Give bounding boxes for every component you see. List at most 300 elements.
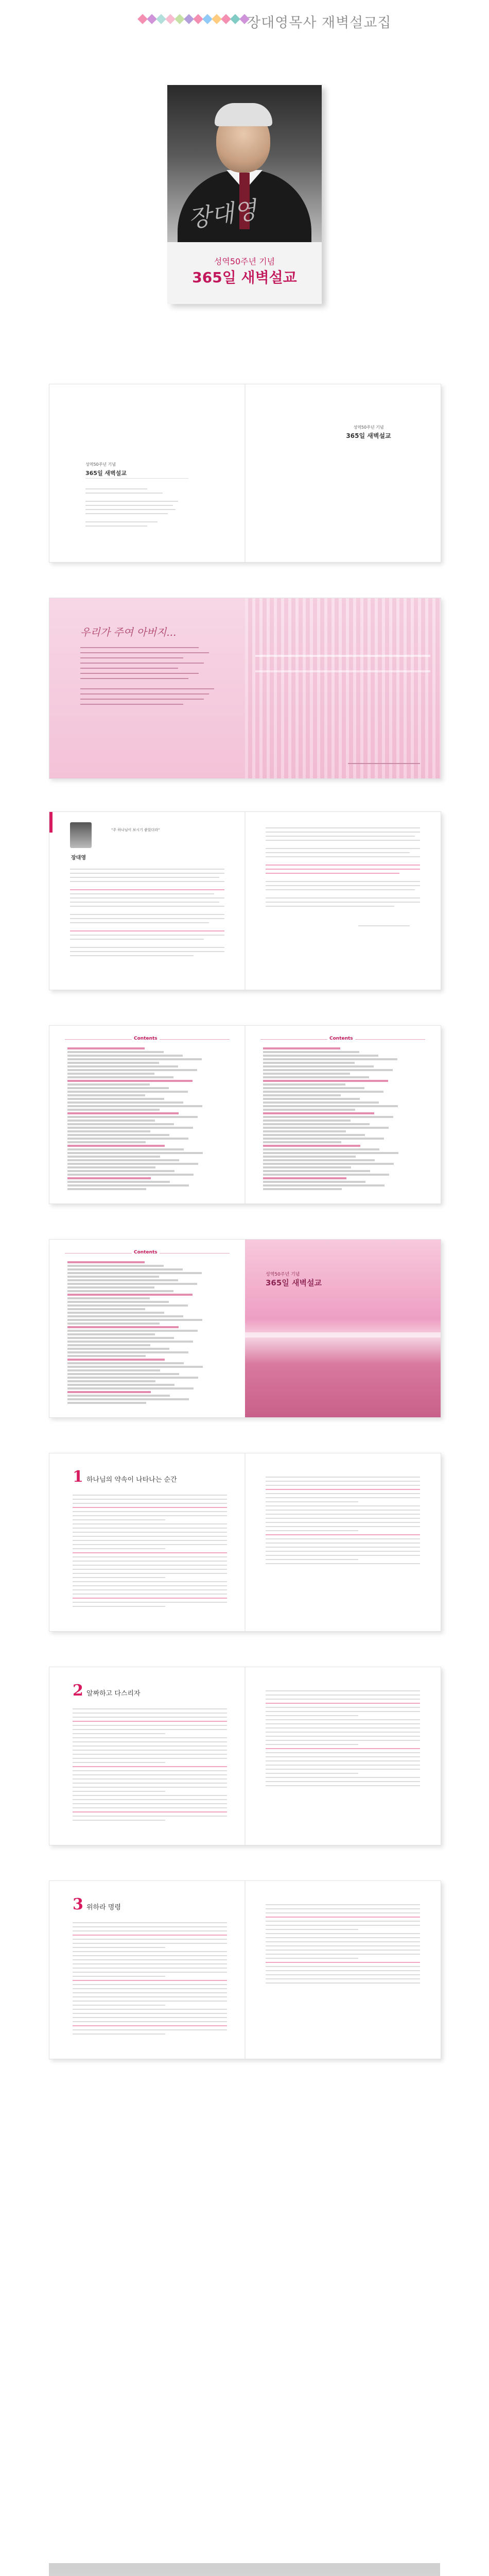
toc-entry-line: [67, 1174, 194, 1176]
toc-entry-line: [263, 1073, 350, 1075]
author-quote: "주 하나님이 보시기 좋았더라": [111, 828, 160, 832]
text-line: [73, 1984, 227, 1985]
text-line: [70, 877, 219, 878]
text-line: [73, 1774, 227, 1775]
text-line: [266, 1703, 420, 1704]
toc-entry-line: [67, 1351, 188, 1353]
toc-entry-line: [67, 1105, 202, 1107]
toc-entry-line: [67, 1051, 164, 1053]
text-line: [266, 1752, 420, 1753]
title-page-heading: [317, 425, 420, 440]
text-line: [266, 1937, 420, 1938]
text-line: [266, 1530, 358, 1531]
toc-entry-line: [67, 1087, 169, 1089]
text-line: [73, 1791, 165, 1792]
diamond-decoration: [165, 14, 176, 24]
toc-entry-line: [263, 1083, 345, 1086]
text-line: [266, 1748, 420, 1749]
text-line: [73, 1594, 227, 1595]
diamond-decoration: [137, 14, 148, 24]
text-line: [73, 1708, 227, 1709]
text-line: [73, 1717, 227, 1718]
text-line: [80, 652, 209, 653]
text-line: [73, 1544, 227, 1545]
text-line: [266, 1785, 420, 1786]
toc-entry-line: [67, 1138, 188, 1140]
text-line: [358, 925, 410, 926]
text-line: [73, 1996, 227, 1997]
toc-entry-line: [67, 1265, 164, 1267]
cover-subtitle: 성역50주년 기념: [214, 257, 275, 266]
text-line: [73, 1552, 227, 1553]
toc-entry-line: [263, 1101, 379, 1104]
horizon-glow: [245, 1332, 441, 1337]
text-line: [73, 1959, 227, 1960]
divider-subtitle: 성역50주년 기념: [266, 1272, 300, 1277]
hair-shape: [215, 103, 272, 126]
chapter-title: 알짜하고 다스리자: [86, 1690, 141, 1698]
toc-entry-line: [263, 1065, 374, 1067]
text-line: [80, 657, 183, 658]
text-line: [73, 1787, 227, 1788]
text-line: [73, 1754, 227, 1755]
spread-title-page: [49, 384, 441, 563]
toc-entry-line: [67, 1344, 150, 1346]
text-line: [266, 1719, 420, 1720]
text-line: [85, 488, 147, 489]
page-title: 장대영목사 재벽설교집: [247, 15, 392, 31]
text-line: [266, 1736, 420, 1737]
text-line: [266, 1707, 420, 1708]
text-line: [73, 1511, 227, 1512]
toc-entry-line: [67, 1283, 197, 1285]
text-line: [266, 1921, 420, 1922]
text-line: [73, 2033, 165, 2035]
text-line: [73, 1972, 227, 1973]
text-line: [73, 1968, 227, 1969]
toc-entry-line: [67, 1080, 193, 1082]
toc-entry-line: [67, 1152, 203, 1154]
sunset-photo: [245, 1240, 441, 1417]
toc-heading-left: Contents: [132, 1036, 160, 1041]
toc-entry-line: [67, 1330, 198, 1332]
text-line: [266, 1489, 420, 1490]
toc-entry-line: [263, 1058, 397, 1060]
toc-entry-line: [67, 1058, 202, 1060]
text-line: [73, 2021, 227, 2022]
toc-entry-line: [67, 1333, 155, 1335]
text-line: [73, 1799, 227, 1800]
text-line: [73, 1556, 227, 1557]
text-line: [73, 1503, 227, 1504]
toc-entry-line: [67, 1098, 164, 1100]
text-line: [73, 1976, 165, 1977]
chapter-number: 2: [73, 1682, 83, 1700]
toc-entry-line: [67, 1109, 160, 1111]
text-line: [266, 1929, 358, 1930]
toc-entry-line: [67, 1398, 189, 1400]
text-line: [80, 693, 209, 694]
toc-entry-line: [67, 1062, 159, 1064]
text-line: [73, 1565, 227, 1566]
toc-entry-line: [67, 1348, 169, 1350]
text-line: [73, 1811, 227, 1812]
toc-entry-line: [263, 1166, 351, 1168]
toc-entry-line: [67, 1181, 170, 1183]
text-line: [73, 1507, 227, 1508]
text-line: [266, 1522, 420, 1523]
toc-entry-line: [67, 1148, 184, 1150]
text-line: [73, 1602, 227, 1603]
text-line: [266, 1744, 358, 1745]
text-line: [73, 1980, 227, 1981]
toc-entry-line: [67, 1276, 159, 1278]
toc-entry-line: [67, 1373, 179, 1375]
text-line: [266, 1765, 420, 1766]
decorative-diamonds: [139, 15, 248, 23]
text-line: [85, 526, 147, 527]
text-line: [266, 906, 394, 907]
text-line: [73, 1762, 165, 1763]
pink-tab: [49, 812, 53, 833]
text-line: [73, 2005, 165, 2006]
toc-entry-line: [67, 1094, 145, 1096]
text-line: [73, 2001, 227, 2002]
text-line: [266, 1933, 420, 1934]
text-line: [73, 1495, 227, 1496]
toc-entry-line: [263, 1184, 385, 1187]
toc-entry-line: [67, 1341, 193, 1343]
text-line: [70, 939, 204, 940]
toc-entry-line: [67, 1268, 183, 1270]
imprint-block: [85, 462, 199, 477]
text-line: [73, 1519, 165, 1520]
toc-entry-line: [263, 1062, 355, 1064]
text-line: [266, 1970, 420, 1971]
toc-entry-line: [67, 1083, 150, 1086]
text-line: [266, 1740, 420, 1741]
text-line: [266, 1756, 420, 1757]
text-line: [73, 1528, 227, 1529]
diamond-decoration: [193, 14, 203, 24]
text-line: [266, 1908, 420, 1909]
toc-entry-line: [67, 1047, 145, 1049]
toc-entry-line: [67, 1304, 188, 1307]
text-line: [70, 955, 194, 956]
toc-entry-line: [263, 1130, 346, 1132]
text-line: [266, 1941, 420, 1942]
toc-entry-line: [67, 1065, 178, 1067]
toc-entry-line: [67, 1170, 174, 1172]
imprint-title: 365일 새벽설교: [85, 470, 127, 477]
toc-entry-line: [263, 1152, 398, 1154]
text-line: [266, 1727, 420, 1728]
toc-entry-line: [263, 1047, 340, 1049]
text-line: [85, 501, 178, 502]
toc-entry-line: [67, 1120, 155, 1122]
text-line: [266, 856, 420, 857]
text-line: [73, 1745, 227, 1747]
text-line: [73, 1947, 165, 1948]
text-line: [73, 2013, 227, 2014]
toc-entry-line: [263, 1120, 351, 1122]
toc-entry-line: [67, 1123, 174, 1125]
diamond-decoration: [147, 14, 157, 24]
toc-entry-line: [263, 1109, 355, 1111]
toc-entry-line: [67, 1286, 154, 1289]
text-line: [73, 1741, 227, 1742]
toc-entry-line: [67, 1112, 179, 1114]
text-line: [73, 1992, 227, 1993]
toc-entry-line: [263, 1145, 360, 1147]
toc-entry-line: [67, 1272, 202, 1274]
toc-entry-line: [67, 1377, 198, 1379]
text-line: [266, 1510, 420, 1511]
text-line: [266, 1760, 420, 1761]
text-line: [80, 668, 178, 669]
text-line-highlight: [266, 869, 420, 870]
cover-title: 365일 새벽설교: [192, 269, 297, 286]
spine: [244, 1026, 246, 1204]
text-line: [80, 673, 199, 674]
text-line: [266, 1732, 420, 1733]
toc-entry-line: [67, 1323, 160, 1325]
toc-entry-line: [263, 1138, 384, 1140]
toc-entry-line: [67, 1069, 197, 1071]
text-line: [73, 2017, 227, 2018]
toc-entry-line: [67, 1127, 193, 1129]
text-line: [73, 1499, 227, 1500]
balcony-line: [255, 670, 430, 672]
diamond-decoration: [212, 14, 222, 24]
toc-entry-line: [67, 1366, 203, 1368]
text-line: [266, 1694, 420, 1696]
text-line: [266, 1958, 358, 1959]
text-line: [73, 1795, 227, 1796]
chapter-title: 위하라 명령: [86, 1904, 121, 1911]
text-line: [73, 1589, 227, 1590]
toc-entry-line: [67, 1362, 184, 1364]
text-line: [70, 918, 224, 919]
toc-entry-line: [263, 1148, 379, 1150]
text-line: [266, 1723, 420, 1724]
toc-entry-line: [263, 1127, 389, 1129]
text-line: [73, 1783, 227, 1784]
text-line: [73, 1951, 227, 1952]
toc-entry-line: [67, 1326, 179, 1328]
text-line-highlight: [266, 873, 399, 874]
text-line: [80, 678, 188, 679]
toc-entry-line: [67, 1395, 170, 1397]
text-line: [73, 1955, 227, 1956]
text-line: [73, 1713, 227, 1714]
text-line: [70, 935, 224, 936]
text-line: [73, 1988, 227, 1989]
text-line: [70, 873, 224, 874]
divider-title: 365일 새벽설교: [266, 1278, 322, 1287]
text-line: [266, 1547, 420, 1548]
text-line: [348, 763, 420, 764]
text-line: [73, 1943, 227, 1944]
toc-entry-line: [67, 1145, 165, 1147]
toc-entry-line: [263, 1087, 364, 1089]
spread-chapter-2: [49, 1667, 441, 1845]
text-line: [266, 1966, 420, 1967]
text-line: [266, 1514, 420, 1515]
text-line: [73, 1585, 227, 1586]
text-line: [266, 1974, 420, 1975]
preface-heading: 우리가 주여 아버지...: [80, 626, 177, 638]
text-line: [73, 2029, 227, 2030]
toc-entry-line: [67, 1184, 189, 1187]
text-line: [266, 840, 420, 841]
toc-entry-line: [67, 1261, 145, 1263]
spread-divider: [49, 1239, 441, 1418]
text-line: [266, 1493, 420, 1494]
spine: [244, 384, 246, 562]
toc-entry-line: [67, 1141, 146, 1143]
text-line: [73, 1930, 227, 1931]
book-cover: [167, 85, 322, 304]
spine: [244, 812, 246, 990]
toc-entry-line: [263, 1134, 365, 1136]
text-line: [73, 1778, 227, 1780]
author-photo: [167, 85, 322, 242]
toc-entry-line: [263, 1123, 370, 1125]
text-line: [70, 947, 224, 948]
toc-entry-line: [67, 1387, 194, 1389]
text-line: [73, 1548, 165, 1549]
author-thumbnail: [70, 822, 92, 848]
text-line: [266, 1690, 420, 1691]
text-line: [266, 1501, 358, 1502]
text-line: [266, 852, 410, 853]
toc-list-left: [67, 1047, 232, 1197]
text-line-highlight: [70, 930, 224, 931]
author-name: 장대영: [71, 855, 86, 861]
text-line: [73, 2009, 227, 2010]
toc-entry-line: [263, 1051, 359, 1053]
text-line: [266, 1526, 420, 1527]
toc-entry-line: [263, 1055, 378, 1057]
text-line-highlight: [266, 865, 420, 866]
text-line: [73, 1598, 227, 1599]
text-line: [73, 1807, 227, 1808]
toc-entry-line: [67, 1091, 188, 1093]
toc-entry-line: [67, 1177, 151, 1179]
toc-entry-line: [263, 1156, 356, 1158]
text-line: [70, 881, 224, 882]
text-line-highlight: [70, 889, 224, 890]
text-line: [70, 951, 224, 952]
toc-list-right: [263, 1047, 428, 1197]
toc-entry-line: [263, 1105, 398, 1107]
text-line: [266, 1715, 358, 1716]
diamond-decoration: [174, 14, 185, 24]
toc-entry-line: [67, 1402, 146, 1404]
toc-entry-line: [67, 1297, 150, 1299]
text-line: [85, 521, 158, 522]
toc-entry-line: [263, 1188, 342, 1190]
text-line: [73, 1816, 227, 1817]
text-line: [73, 1729, 227, 1730]
text-line: [70, 893, 214, 894]
toc-entry-line: [263, 1181, 365, 1183]
text-line: [73, 1577, 165, 1578]
text-line: [266, 1781, 420, 1782]
text-line: [266, 902, 420, 903]
text-line: [266, 1978, 420, 1979]
toc-entry-line: [67, 1380, 155, 1382]
text-line: [85, 509, 176, 510]
toc-entry-line: [67, 1159, 179, 1161]
text-line: [266, 1769, 420, 1770]
spine: [244, 1453, 246, 1631]
text-line: [80, 647, 199, 648]
title-page-title: 365일 새벽설교: [346, 432, 391, 439]
text-line: [80, 688, 214, 689]
text-line: [73, 1939, 227, 1940]
text-line: [266, 1485, 420, 1486]
text-line: [73, 2025, 227, 2026]
toc-entry-line: [67, 1369, 160, 1371]
text-line: [266, 1497, 420, 1498]
text-line: [266, 836, 415, 837]
text-line: [73, 1766, 227, 1767]
toc-entry-line: [67, 1134, 169, 1136]
toc-entry-line: [67, 1116, 198, 1118]
text-line: [85, 513, 168, 514]
text-line: [73, 1733, 165, 1734]
toc-entry-line: [67, 1308, 145, 1310]
text-line: [73, 1770, 227, 1771]
diamond-decoration: [156, 14, 166, 24]
imprint-subtitle: 성역50주년 기념: [85, 462, 116, 467]
text-line: [266, 1904, 420, 1905]
toc-entry-line: [263, 1112, 374, 1114]
text-line: [70, 906, 224, 907]
page-header: [0, 0, 489, 46]
text-line: [73, 1737, 227, 1738]
toc-entry-line: [67, 1188, 146, 1190]
text-line: [73, 1536, 227, 1537]
toc-entry-line: [67, 1315, 183, 1317]
toc-entry-line: [263, 1094, 341, 1096]
text-line: [266, 1481, 420, 1482]
toc-entry-line: [67, 1290, 173, 1292]
text-line: [266, 1543, 420, 1544]
text-line: [266, 1945, 420, 1946]
text-line: [266, 1699, 420, 1700]
text-line: [73, 1523, 227, 1524]
spread-author: [49, 811, 441, 990]
toc-entry-line: [263, 1170, 370, 1172]
text-line: [266, 1518, 420, 1519]
text-line: [266, 1982, 420, 1984]
text-line: [266, 848, 420, 849]
text-line: [266, 1773, 358, 1774]
toc-entry-line: [67, 1156, 160, 1158]
text-line: [266, 1912, 420, 1913]
text-line: [70, 897, 224, 899]
toc-entry-line: [67, 1076, 173, 1078]
diamond-decoration: [221, 14, 231, 24]
text-line: [73, 1581, 227, 1582]
toc-heading-right: Contents: [327, 1036, 355, 1041]
toc-entry-line: [263, 1098, 360, 1100]
text-line: [266, 1563, 420, 1564]
toc-entry-line: [263, 1159, 375, 1161]
